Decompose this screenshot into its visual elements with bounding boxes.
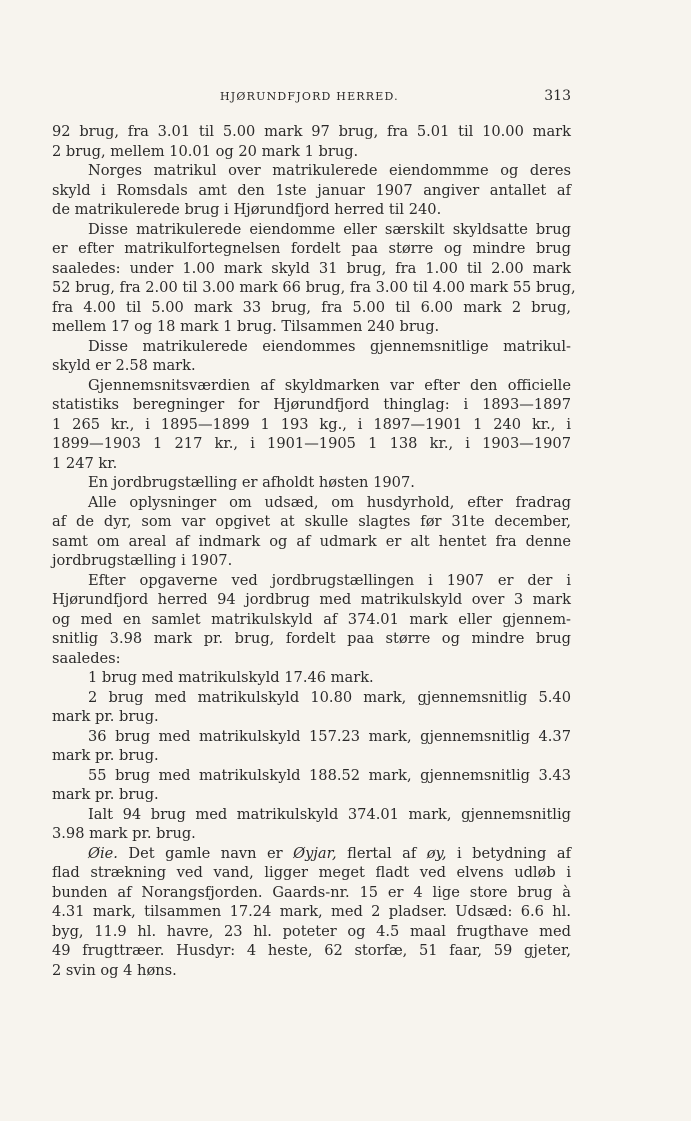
text-line: jordbrugstælling i 1907. bbox=[52, 552, 233, 569]
page-header bbox=[52, 90, 571, 108]
text-line: 1899—1903 1 217 kr., i 1901—1905 1 138 kr., i 1903—1907 bbox=[52, 435, 571, 452]
text-line: fra 4.00 til 5.00 mark 33 brug, fra 5.00 til 6.00 mark 2 brug, bbox=[52, 298, 571, 316]
text-lines bbox=[52, 122, 576, 844]
text-line: Alle oplysninger om udsæd, om husdyrhold, efter fradrag bbox=[88, 493, 571, 511]
text-fragment: i betydning af bbox=[446, 844, 571, 862]
text-line: Disse matrikulerede eiendomme eller særskilt skyldsatte brug bbox=[88, 220, 571, 238]
text-line: 1 247 kr. bbox=[52, 454, 118, 472]
text-line: de matrikulerede brug i Hjørundfjord herred til 240. bbox=[52, 201, 442, 218]
text-line: samt om areal af indmark og af udmark er alt hentet fra denne bbox=[52, 532, 571, 550]
text-line: 2 svin og 4 høns. bbox=[52, 961, 177, 979]
text-line: 1 brug med matrikulskyld 17.46 mark. bbox=[88, 669, 374, 686]
text-line: statistiks beregninger for Hjørundfjord thinglag: i 1893—1897 bbox=[52, 396, 571, 413]
text-line: skyld i Romsdals amt den 1ste januar 1907 angiver antallet af bbox=[52, 181, 571, 199]
word-oy: øy, bbox=[426, 844, 447, 862]
text-line: er efter matrikulfortegnelsen fordelt paa større og mindre brug bbox=[52, 240, 571, 257]
text-line: saaledes: bbox=[52, 649, 121, 667]
text-line: 4.31 mark, tilsammen 17.24 mark, med 2 pladser. Udsæd: 6.6 hl. bbox=[52, 903, 571, 920]
old-name: Øyjar, bbox=[293, 844, 337, 862]
text-line: 55 brug med matrikulskyld 188.52 mark, gjennemsnitlig 3.43 bbox=[88, 766, 571, 784]
text-line: 2 brug med matrikulskyld 10.80 mark, gjennemsnitlig 5.40 bbox=[88, 688, 571, 706]
text-line: 3.98 mark pr. brug. bbox=[52, 825, 196, 842]
text-line: Disse matrikulerede eiendommes gjennemsnitlige matrikul- bbox=[88, 337, 571, 355]
text-line: 2 brug, mellem 10.01 og 20 mark 1 brug. bbox=[52, 142, 359, 160]
text-line: Efter opgaverne ved jordbrugstællingen i 1907 er der i bbox=[88, 571, 571, 589]
text-line: snitlig 3.98 mark pr. brug, fordelt paa større og mindre brug bbox=[52, 630, 571, 647]
text-line: mark pr. brug. bbox=[52, 747, 159, 764]
text-line: 92 brug, fra 3.01 til 5.00 mark 97 brug, fra 5.01 til 10.00 mark bbox=[52, 123, 571, 140]
text-line: skyld er 2.58 mark. bbox=[52, 357, 196, 374]
text-line: mark pr. brug. bbox=[52, 786, 159, 803]
text-line: mellem 17 og 18 mark 1 brug. Tilsammen 240 brug. bbox=[52, 318, 440, 335]
text-line bbox=[52, 844, 571, 864]
text-line: 36 brug med matrikulskyld 157.23 mark, gjennemsnitlig 4.37 bbox=[88, 727, 571, 745]
text-line: Ialt 94 brug med matrikulskyld 374.01 mark, gjennemsnitlig bbox=[88, 805, 571, 823]
text-line: bunden af Norangsfjorden. Gaards-nr. 15 er 4 lige store brug à bbox=[52, 883, 571, 901]
place-name-oie: Øie. bbox=[88, 844, 118, 862]
page-number: 313 bbox=[544, 88, 571, 104]
text-line: Gjennemsnitsværdien af skyldmarken var efter den officielle bbox=[88, 376, 571, 394]
text-line: Hjørundfjord herred 94 jordbrug med matrikulskyld over 3 mark bbox=[52, 591, 571, 608]
text-line: af de dyr, som var opgivet at skulle slagtes før 31te december, bbox=[52, 513, 571, 530]
text-line: En jordbrugstælling er afholdt høsten 1907. bbox=[88, 474, 415, 491]
text-line: mark pr. brug. bbox=[52, 708, 159, 725]
text-line: 1 265 kr., i 1895—1899 1 193 kg., i 1897—1901 1 240 kr., i bbox=[52, 415, 571, 433]
body-text bbox=[52, 122, 576, 980]
text-fragment: flertal af bbox=[336, 844, 427, 862]
text-line: saaledes: under 1.00 mark skyld 31 brug, fra 1.00 til 2.00 mark bbox=[52, 259, 571, 277]
text-line: 52 brug, fra 2.00 til 3.00 mark 66 brug, fra 3.00 til 4.00 mark 55 brug, bbox=[52, 279, 576, 296]
text-line: 49 frugttræer. Husdyr: 4 heste, 62 storfæ, 51 faar, 59 gjeter, bbox=[52, 942, 571, 959]
text-line: flad strækning ved vand, ligger meget fladt ved elvens udløb i bbox=[52, 864, 571, 881]
text-line: byg, 11.9 hl. havre, 23 hl. poteter og 4.5 maal frugthave med bbox=[52, 922, 571, 940]
text-line: og med en samlet matrikulskyld af 374.01 mark eller gjennem- bbox=[52, 610, 571, 628]
text-line: Norges matrikul over matrikulerede eiendommme og deres bbox=[88, 162, 571, 179]
text-fragment: Det gamle navn er bbox=[117, 844, 294, 862]
running-title: HJØRUNDFJORD HERRED. bbox=[220, 90, 399, 103]
